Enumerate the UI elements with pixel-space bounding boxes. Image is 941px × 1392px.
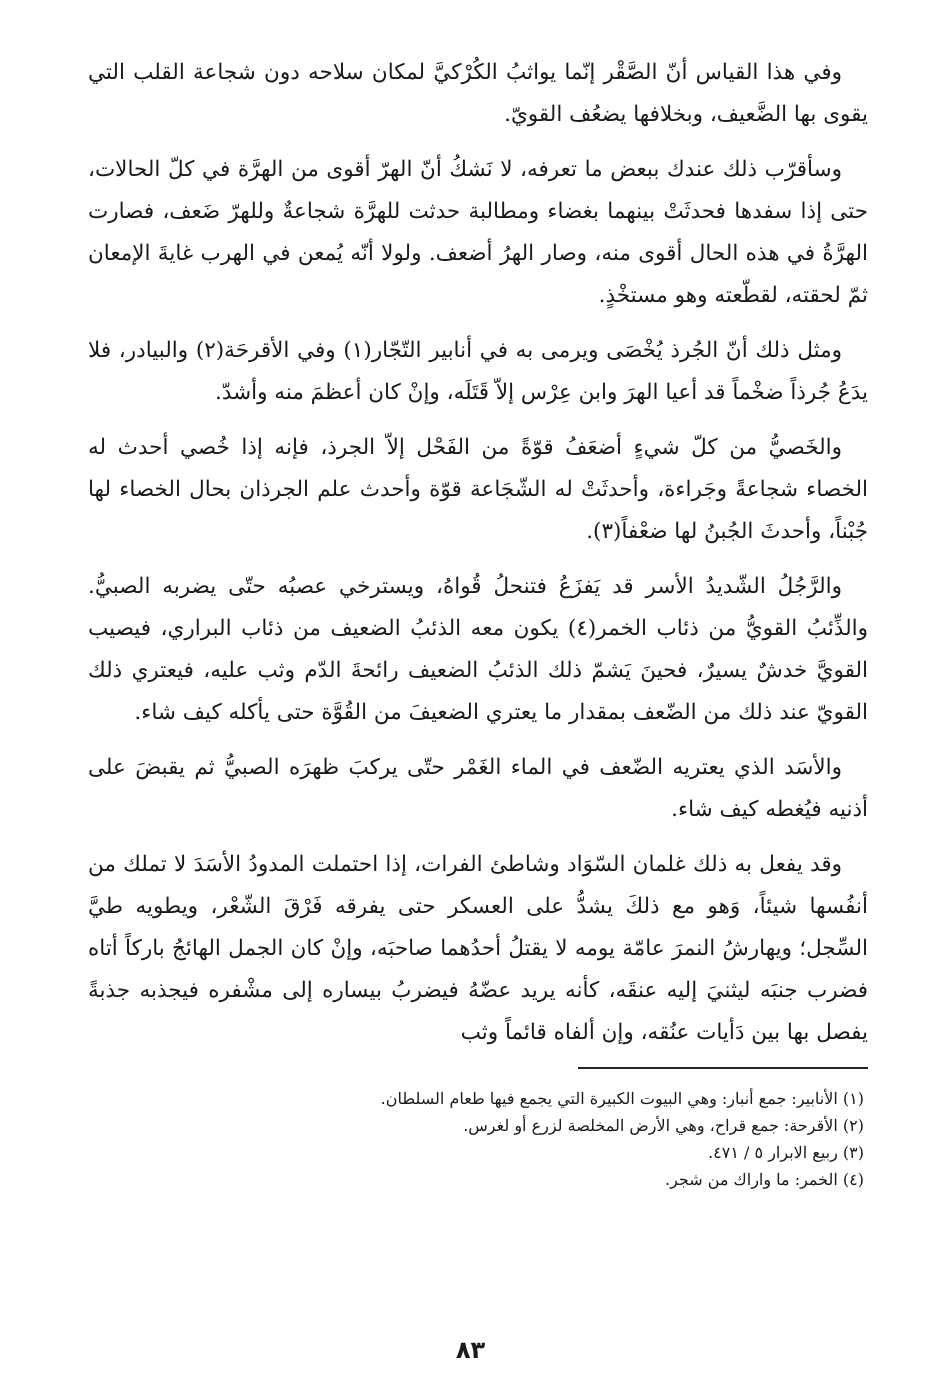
paragraph: والخَصيُّ من كلّ شيءٍ أضعَفُ قوّةً من الفَحْل إلاّ الجرذ، فإنه إذا خُصي أحدث له الخصاء شجاعةً وجَراءة، وأحدثَتْ له الشّجَاعة قوّة وأحدث علم الجرذان بحال الخصاء لها جُبْناً، وأحدثَ الجُبنُ لها ضعْفاً(٣). [88,435,868,544]
paragraph: وقد يفعل به ذلك غلمان السّوَاد وشاطئ الفرات، إذا احتملت المدودُ الأسَدَ لا تملك من أنفُسها شيئاً، وَهو مع ذلكَ يشدُّ على العسكر حتى يفرقه فَرْقَ الشّعْر، ويطويه طيَّ السِّجل؛ ويهارشُ النمرَ عامّة يومه لا يقتلُ أحدُهما صاحبَه، وإنْ كان الجمل الهائجُ باركاً أتاه فضرب جنبَه ليثنيَ إليه عنقَه، كأنه يريد عضّهُ فيضربُ بيساره إلى مشْفره فيجذبه جذبةً يفصل بها بين دَأيات عنُقه، وإن ألفاه قائماً وثب [88,852,868,1045]
page-number: ٨٣ [455,1336,486,1364]
footnote: (٣) ربيع الابرار ٥ / ٤٧١. [708,1143,864,1162]
footnote: (٤) الخمر: ما واراك من شجر. [664,1170,864,1189]
paragraph: ومثل ذلك أنّ الجُرذ يُخْصَى ويرمى به في أنابير التّجّار(١) وفي الأقرحَة(٢) والبيادر، فلا يدَعُ جُرذاً ضخْماً قد أعيا الهرَ وابن عِرْس إلاّ قَتَلَه، وإنْ كان أعظمَ منه وأشدّ. [88,338,868,405]
footnotes [88,1085,868,1193]
main-text [88,52,868,1054]
paragraph: والرَّجُلُ الشّديدُ الأسر قد يَفزَعُ فتنحلُ قُواهُ، ويسترخي عصبُه حتّى يضربه الصبيُّ. والذِّئبُ القويُّ من ذئاب الخمر(٤) يكون معه الذئبُ الضعيف من ذئاب البراري، فيصيب القويَّ خدشٌ يسيرٌ، فحينَ يَشمّ ذلك الذئبُ الضعيف رائحةَ الدّم وثب عليه، فيعتري ذلك القويّ عند ذلك من الضّعف بمقدار ما يعتري الضعيفَ من القُوَّة حتى يأكله كيف شاء. [88,574,868,725]
paragraph: والأسَد الذي يعتريه الضّعف في الماء الغَمْر حتّى يركبَ ظهرَه الصبيُّ ثم يقبضَ على أذنيه فيُغطه كيف شاء. [88,755,868,822]
footnote-separator [578,1067,868,1069]
paragraph: وسأقرّب ذلك عندك ببعض ما تعرفه، لا نَشكُ أنّ الهرّ أقوى من الهرَّة في كلّ الحالات، حتى إذا سفدها فحدثَتْ بينهما بغضاء ومطالبة حدثت للهرَّة شجاعةٌ وللهرّ ضَعف، فصارت الهرَّةُ في هذه الحال أقوى منه، وصار الهرُ أضعف. ولولا أنّه يُمعن في الهرب غايةَ الإمعان ثمّ لحقته، لقطّعته وهو مستخْذٍ. [88,157,868,308]
paragraph: وفي هذا القياس أنّ الصَّقْر إنّما يواثبُ الكُرْكيَّ لمكان سلاحه دون شجاعة القلب التي يقوى بها الضَّعيف، وبخلافها يضعُف القويّ. [88,60,868,127]
footnote: (١) الأنابير: جمع أنبار: وهي البيوت الكبيرة التي يجمع فيها طعام السلطان. [380,1089,864,1108]
footnote: (٢) الأقرحة: جمع قراح، وهي الأرض المخلصة لزرع أو لغرس. [463,1116,864,1135]
page-body [88,52,868,1193]
